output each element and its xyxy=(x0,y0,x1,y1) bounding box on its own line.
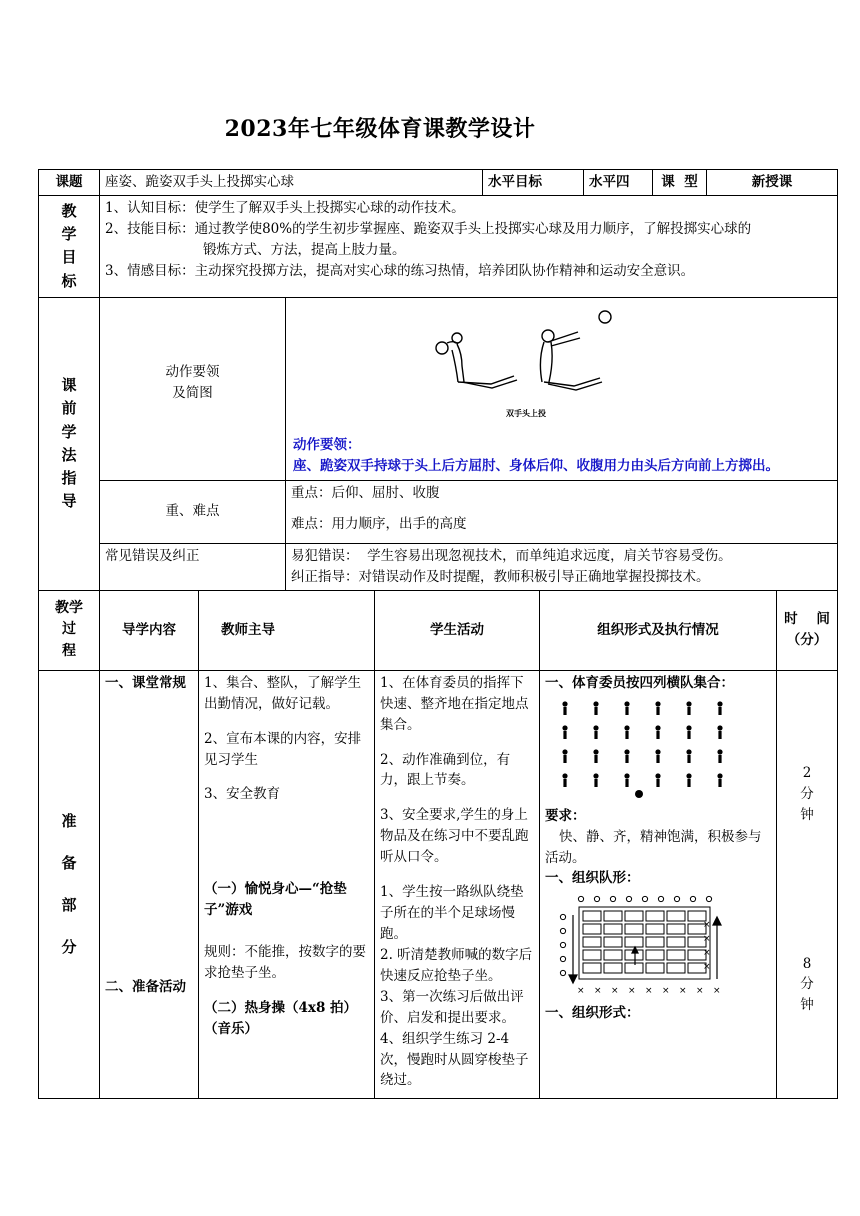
mat-rect xyxy=(604,911,622,921)
student-marker xyxy=(717,773,722,778)
org-item-1: 一、体育委员按四列横队集合： xyxy=(545,674,734,691)
mat-rect xyxy=(667,937,685,947)
student-marker-body xyxy=(625,755,628,763)
guide-label: 课 前 学 法 指 导 xyxy=(39,297,100,590)
runner-circle xyxy=(560,943,565,948)
runner-cross: × xyxy=(703,948,711,959)
error-text: 易犯错误： 学生容易出现忽视技术，而单纯追求远度，肩关节容易受伤。 xyxy=(291,547,732,564)
student-marker-body xyxy=(656,779,659,787)
student-marker xyxy=(593,773,598,778)
lesson-plan-table xyxy=(38,169,838,1099)
teacher-item-1: 1、集合、整队，了解学生出勤情况，做好记载。 xyxy=(204,674,362,712)
process-header-row xyxy=(39,590,838,670)
essentials-text: 座、跪姿双手持球于头上后方屈肘、身体后仰、收腹用力由头后方向前上方掷出。 xyxy=(293,457,779,474)
mat-rect xyxy=(583,950,601,960)
prep-time xyxy=(777,670,838,1098)
runner-circle xyxy=(674,897,679,902)
topic-value: 座姿、跪姿双手头上投掷实心球 xyxy=(100,170,483,196)
student-item-7: 4、组织学生练习 2-4 次，慢跑时从圆穿梭垫子绕过。 xyxy=(380,1030,529,1089)
student-item-6: 3、第一次练习后做出评价、启发和提出要求。 xyxy=(380,988,524,1026)
key-point: 重点：后仰、屈肘、收腹 xyxy=(291,484,440,501)
student-marker xyxy=(717,749,722,754)
throw-illustration xyxy=(286,310,837,430)
student-marker-body xyxy=(687,707,690,715)
runner-cross: × xyxy=(577,986,585,997)
prep-student xyxy=(375,670,540,1098)
prep-content xyxy=(100,670,199,1098)
runner-cross: × xyxy=(679,986,687,997)
student-marker xyxy=(717,725,722,730)
student-marker-body xyxy=(656,755,659,763)
student-item-5: 2. 听清楚教师喊的数字后快速反应抢垫子坐。 xyxy=(380,946,533,984)
student-marker xyxy=(655,701,660,706)
org-item-3: 一、组织形式： xyxy=(545,1005,640,1022)
student-marker-body xyxy=(563,707,566,715)
prep-row xyxy=(39,670,838,1098)
mat-rect xyxy=(604,950,622,960)
errors-content xyxy=(286,543,838,590)
student-marker-body xyxy=(718,755,721,763)
essentials-row xyxy=(39,297,838,480)
content-warmup: 二、准备活动 xyxy=(105,978,186,995)
teacher-item-5: 规则：不能推，按数字的要求抢垫子坐。 xyxy=(204,944,366,982)
student-item-4: 1、学生按一路纵队绕垫子所在的半个足球场慢跑。 xyxy=(380,884,524,942)
student-marker xyxy=(655,749,660,754)
student-marker xyxy=(686,773,691,778)
runner-circle xyxy=(642,897,647,902)
student-marker-body xyxy=(594,779,597,787)
runner-cross: × xyxy=(703,934,711,945)
prep-label: 准 备 部 分 xyxy=(39,670,100,1098)
student-marker xyxy=(593,749,598,754)
mat-rect xyxy=(604,963,622,973)
runner-cross: × xyxy=(628,986,636,997)
org-item-2: 一、组织队形： xyxy=(545,870,640,887)
difficult-point: 难点：用力顺序，出手的高度 xyxy=(291,515,467,532)
key-row xyxy=(39,480,838,543)
correction-text: 纠正指导：对错误动作及时提醒，教师积极引导正确地掌握投掷技术。 xyxy=(291,568,710,585)
student-marker-body xyxy=(563,755,566,763)
prep-teacher xyxy=(199,670,375,1098)
page-title: 2023年七年级体育课教学设计 xyxy=(224,116,536,142)
runner-circle xyxy=(594,897,599,902)
mat-rect xyxy=(604,924,622,934)
runner-circle xyxy=(560,915,565,920)
mat-rect xyxy=(646,937,664,947)
student-marker xyxy=(562,701,567,706)
student-marker-body xyxy=(594,707,597,715)
runner-cross: × xyxy=(662,986,670,997)
student-marker-body xyxy=(687,779,690,787)
student-marker xyxy=(686,749,691,754)
essentials-content xyxy=(286,297,838,480)
mat-rect xyxy=(583,963,601,973)
runner-circle xyxy=(706,897,711,902)
formation-diagram xyxy=(545,694,725,806)
student-marker xyxy=(655,773,660,778)
mat-rect xyxy=(604,937,622,947)
org-req-text: 快、静、齐，精神饱满，积极参与活动。 xyxy=(545,828,762,866)
mat-rect xyxy=(667,924,685,934)
student-marker xyxy=(593,725,598,730)
runner-circle xyxy=(658,897,663,902)
essentials-title: 动作要领： xyxy=(293,436,361,453)
runner-circle xyxy=(560,971,565,976)
student-marker-body xyxy=(594,755,597,763)
mat-rect xyxy=(646,924,664,934)
student-marker xyxy=(624,725,629,730)
student-marker xyxy=(562,725,567,730)
teacher-icon xyxy=(635,790,643,798)
prep-organization xyxy=(540,670,777,1098)
teacher-item-4: （一）愉悦身心—“抢垫子”游戏 xyxy=(204,881,347,919)
mat-rect xyxy=(646,950,664,960)
process-label: 教学 过 程 xyxy=(39,590,100,670)
teacher-item-6: （二）热身操（4x8 拍）（音乐） xyxy=(204,1000,358,1037)
student-marker-body xyxy=(718,779,721,787)
runner-circle xyxy=(610,897,615,902)
student-item-2: 2、动作准确到位，有力，跟上节奏。 xyxy=(380,751,511,789)
goals-content xyxy=(100,195,838,297)
type-value: 新授课 xyxy=(707,170,838,196)
runner-circle xyxy=(560,957,565,962)
runner-cross: × xyxy=(713,986,721,997)
mat-rect xyxy=(583,911,601,921)
student-marker xyxy=(655,725,660,730)
teacher-item-3: 3、安全教育 xyxy=(204,786,281,803)
student-marker xyxy=(562,749,567,754)
col-student-header: 学生活动 xyxy=(375,590,540,670)
student-marker xyxy=(624,701,629,706)
student-marker-body xyxy=(563,779,566,787)
runner-circle xyxy=(560,929,565,934)
errors-row xyxy=(39,543,838,590)
mat-area-border xyxy=(579,907,710,979)
mat-formation-diagram xyxy=(545,889,735,997)
student-marker xyxy=(562,773,567,778)
figure-caption: 双手头上投 xyxy=(506,408,546,418)
errors-label: 常见错误及纠正 xyxy=(100,543,286,590)
goal-emotion: 3、情感目标：主动探究投掷方法，提高对实心球的练习热情，培养团队协作精神和运动安全意识。 xyxy=(105,262,695,279)
col-org-header: 组织形式及执行情况 xyxy=(540,590,777,670)
level-value: 水平四 xyxy=(584,170,653,196)
col-time-header: 时 间 （分） xyxy=(777,590,838,670)
runner-cross: × xyxy=(703,920,711,931)
type-label: 课 型 xyxy=(653,170,707,196)
student-marker xyxy=(686,725,691,730)
runner-circle xyxy=(626,897,631,902)
goals-label: 教 学 目 标 xyxy=(39,195,100,297)
throw-figure xyxy=(286,298,837,476)
student-marker-body xyxy=(563,731,566,739)
student-item-3: 3、安全要求,学生的身上物品及在练习中不要乱跑听从口令。 xyxy=(380,807,529,866)
level-label: 水平目标 xyxy=(483,170,584,196)
content-routine: 一、课堂常规 xyxy=(105,674,186,691)
mat-rect xyxy=(583,937,601,947)
essentials-label: 动作要领 及简图 xyxy=(100,297,286,480)
time-a: 2 分 钟 xyxy=(800,764,814,823)
mat-rect xyxy=(583,924,601,934)
runner-cross: × xyxy=(645,986,653,997)
teacher-item-2: 2、宣布本课的内容，安排见习学生 xyxy=(204,730,362,768)
mat-rect xyxy=(667,911,685,921)
topic-label: 课题 xyxy=(39,170,100,196)
student-marker xyxy=(593,701,598,706)
mat-rect xyxy=(646,911,664,921)
mat-rect xyxy=(667,963,685,973)
mat-rect xyxy=(646,963,664,973)
runner-circle xyxy=(578,897,583,902)
mat-rect xyxy=(625,924,643,934)
student-marker xyxy=(624,773,629,778)
student-marker-body xyxy=(625,731,628,739)
student-marker-body xyxy=(687,755,690,763)
header-row xyxy=(39,170,838,196)
student-marker-body xyxy=(718,731,721,739)
time-b: 8 分 钟 xyxy=(800,955,814,1014)
mat-rect xyxy=(667,950,685,960)
col-teacher-header: 教师主导 xyxy=(199,590,375,670)
runner-cross: × xyxy=(594,986,602,997)
runner-cross: × xyxy=(696,986,704,997)
student-marker-body xyxy=(718,707,721,715)
student-marker xyxy=(686,701,691,706)
mat-rect xyxy=(625,937,643,947)
goal-cognitive: 1、认知目标：使学生了解双手头上投掷实心球的动作技术。 xyxy=(105,199,465,216)
key-label: 重、难点 xyxy=(100,480,286,543)
student-marker-body xyxy=(687,731,690,739)
mat-rect xyxy=(625,911,643,921)
mat-rect xyxy=(625,963,643,973)
goal-skill-cont: 锻炼方式、方法，提高上肢力量。 xyxy=(203,241,406,258)
key-content xyxy=(286,480,838,543)
runner-circle xyxy=(690,897,695,902)
student-marker-body xyxy=(625,707,628,715)
goals-row xyxy=(39,195,838,297)
student-item-1: 1、在体育委员的指挥下快速、整齐地在指定地点集合。 xyxy=(380,674,529,733)
student-marker-body xyxy=(594,731,597,739)
goal-skill: 2、技能目标：通过教学使80%的学生初步掌握座、跪姿双手头上投掷实心球及用力顺序，了解投掷实心球的 xyxy=(105,220,752,237)
student-marker xyxy=(717,701,722,706)
runner-cross: × xyxy=(611,986,619,997)
runner-cross: × xyxy=(703,962,711,973)
student-marker-body xyxy=(656,731,659,739)
col-content-header: 导学内容 xyxy=(100,590,199,670)
student-marker xyxy=(624,749,629,754)
student-marker-body xyxy=(625,779,628,787)
student-marker-body xyxy=(656,707,659,715)
org-req-title: 要求： xyxy=(545,807,586,824)
